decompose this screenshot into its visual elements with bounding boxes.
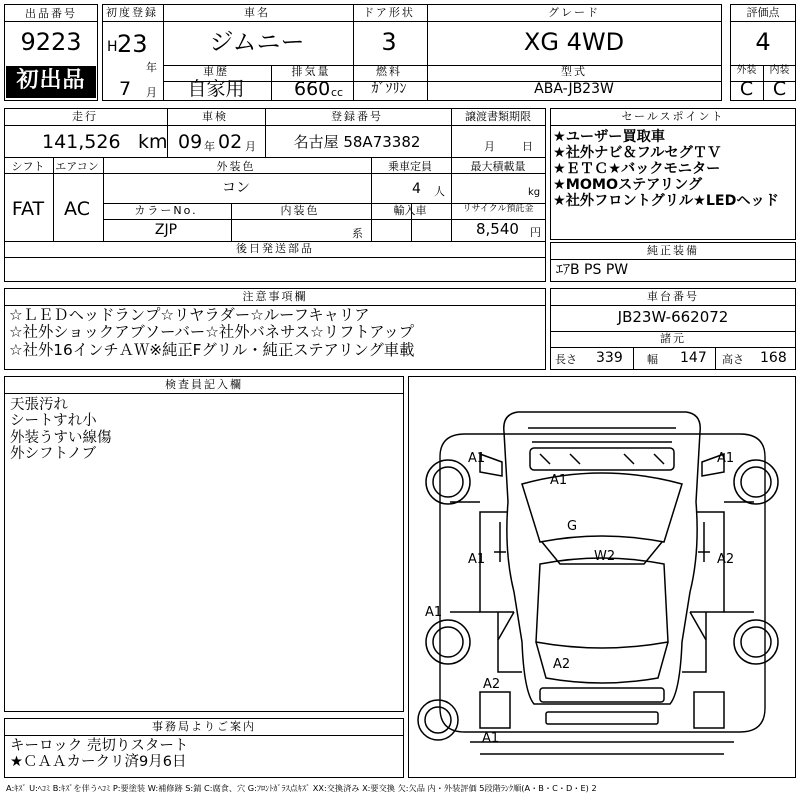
grade-value: XG 4WD [523,28,625,56]
ac-label: エアコン [55,160,99,173]
plate-label: 登録番号 [331,110,383,123]
width-label: 幅 [647,353,658,366]
inspector-notes [10,397,112,463]
displacement-unit: cc [331,86,344,99]
office-notes [10,738,188,771]
inspection-year-unit: 年 [204,140,215,153]
dims-label: 諸元 [660,332,686,345]
int-color-label: 内装色 [280,204,320,217]
reg-year: 23 [117,30,148,58]
recycle-unit: 円 [530,226,541,239]
note-item: ☆社外ショックアブソーバー☆社外バネサス☆リフトアップ [9,323,415,342]
car-diagram [410,392,794,776]
displacement-label: 排気量 [291,65,331,78]
plate-value: 名古屋 58A73382 [293,133,421,151]
ac-value: AC [64,198,90,220]
height-label: 高さ [722,353,744,366]
name-label: 車名 [244,6,270,19]
damage-mark: W2 [594,549,616,564]
inspector-note: 天張汚れ [10,397,68,413]
load-unit: kg [528,187,541,198]
mileage-value: 141,526 [42,131,121,153]
recycle-label: リサイクル預託金 [462,204,534,214]
lot-number: 9223 [20,28,82,56]
damage-mark: A2 [483,677,501,692]
damage-mark: G [567,519,578,534]
reg-year-unit: 年 [146,61,157,74]
mileage-label: 走行 [72,110,98,123]
office-label: 事務局よりご案内 [152,720,256,733]
note-item: ☆社外16インチＡＷ※純正Fグリル・純正ステアリング車載 [9,340,415,359]
notes-list [9,307,414,359]
selling-point: ★ユーザー買取車 [553,129,666,145]
fuel-value: ｶﾞｿﾘﾝ [371,81,407,97]
ext-color-label: 外装色 [216,160,256,173]
damage-mark: A2 [553,657,571,672]
int-grade: C [772,78,787,100]
selling-points-list [553,129,779,209]
model-value: ABA-JB23W [534,81,614,97]
damage-mark: A1 [468,552,486,567]
height-value: 168 [760,350,787,366]
capacity-unit: 人 [434,185,445,198]
office-note: キーロック 売切りスタート [10,738,189,754]
chassis-label: 車台番号 [647,290,699,303]
int-grade-label: 内装 [769,65,790,76]
reg-month: 7 [119,78,132,100]
fuel-label: 燃料 [376,65,402,78]
damage-mark: A1 [550,473,568,488]
int-color-unit: 系 [352,227,363,240]
import-label: 輸入車 [393,204,427,217]
inspection-year: 09 [178,131,203,153]
shift-label: シフト [11,160,45,173]
damage-mark: A1 [717,451,735,466]
inspector-note: 外装うすい線傷 [10,429,112,446]
selling-point: ★社外ナビ＆フルセグＴＶ [553,145,722,162]
ext-grade: C [739,78,754,100]
length-label: 長さ [555,353,577,366]
damage-mark: A2 [717,552,735,567]
note-item: ☆ＬＥＤヘッドランプ☆リヤラダー☆ルーフキャリア [9,306,370,324]
door-label: ドア形状 [363,6,415,19]
inspection-month-unit: 月 [245,140,256,153]
history-value: 自家用 [187,78,245,100]
grade-label: グレード [548,6,600,19]
capacity-value: 4 [412,181,421,197]
genuine-label: 純正装備 [647,244,699,257]
mileage-unit: km [138,131,168,153]
selling-point: ★社外フロントグリル★LEDヘッド [553,193,779,210]
length-value: 339 [596,350,623,366]
score-label: 評価点 [746,6,780,19]
ext-grade-label: 外装 [736,65,757,76]
reg-month-unit: 月 [146,86,157,99]
capacity-label: 乗車定員 [388,160,432,173]
genuine-value: ｴｱB PS PW [556,262,629,278]
recycle-value: 8,540 [476,220,519,238]
history-label: 車歴 [203,65,229,78]
inspector-note: 外シフトノブ [10,446,97,463]
legend-text: A:ｷｽﾞ U:ﾍｺﾐ B:ｷｽﾞを伴うﾍｺﾐ P:要塗装 W:補修跡 S:錆 C:腐食、穴 G:ﾌﾛﾝﾄｶﾞﾗｽ点ｷｽﾞ XX:交換済み X:要交換 欠:欠品 内・外装評価 5段階ﾗﾝｸ順(A・B・C・D・E) 2 [6,783,597,793]
selling-point: ★ＥＴＣ★バックモニター [553,161,721,178]
car-name: ジムニー [209,28,305,56]
width-value: 147 [680,350,707,366]
color-no-value: ZJP [154,222,178,238]
inspector-label: 検査員記入欄 [165,378,243,391]
lot-label: 出品番号 [25,7,77,20]
later-parts-label: 後日発送部品 [236,242,314,255]
chassis-value: JB23W-662072 [617,308,729,326]
selling-point: ★MOMOステアリング [553,177,703,194]
era-letter: H [107,39,118,55]
displacement-value: 660 [294,78,331,100]
office-note: ★ＣＡＡカークリ済9月6日 [10,754,187,771]
model-label: 型式 [561,65,587,78]
transfer-month-unit: 月 [484,140,495,153]
score-value: 4 [755,28,771,56]
load-label: 最大積載量 [470,160,526,173]
inspector-note: シートすれ小 [10,413,97,430]
inspection-month: 02 [218,131,243,153]
damage-mark: A1 [468,451,486,466]
transfer-label: 譲渡書類期限 [465,110,531,123]
shift-value: FAT [11,198,45,220]
damage-mark: A1 [482,731,500,746]
first-listing-label: 初出品 [16,68,86,93]
selling-points-label: セールスポイント [621,110,725,123]
notes-label: 注意事項欄 [242,290,308,303]
door-count: 3 [381,28,397,56]
ext-color-value: コン [222,180,250,196]
transfer-day-unit: 日 [522,140,533,153]
damage-mark: A1 [425,605,443,620]
inspection-label: 車検 [202,110,228,123]
color-no-label: カラーNo. [134,204,198,217]
reg-label: 初度登録 [106,6,158,19]
